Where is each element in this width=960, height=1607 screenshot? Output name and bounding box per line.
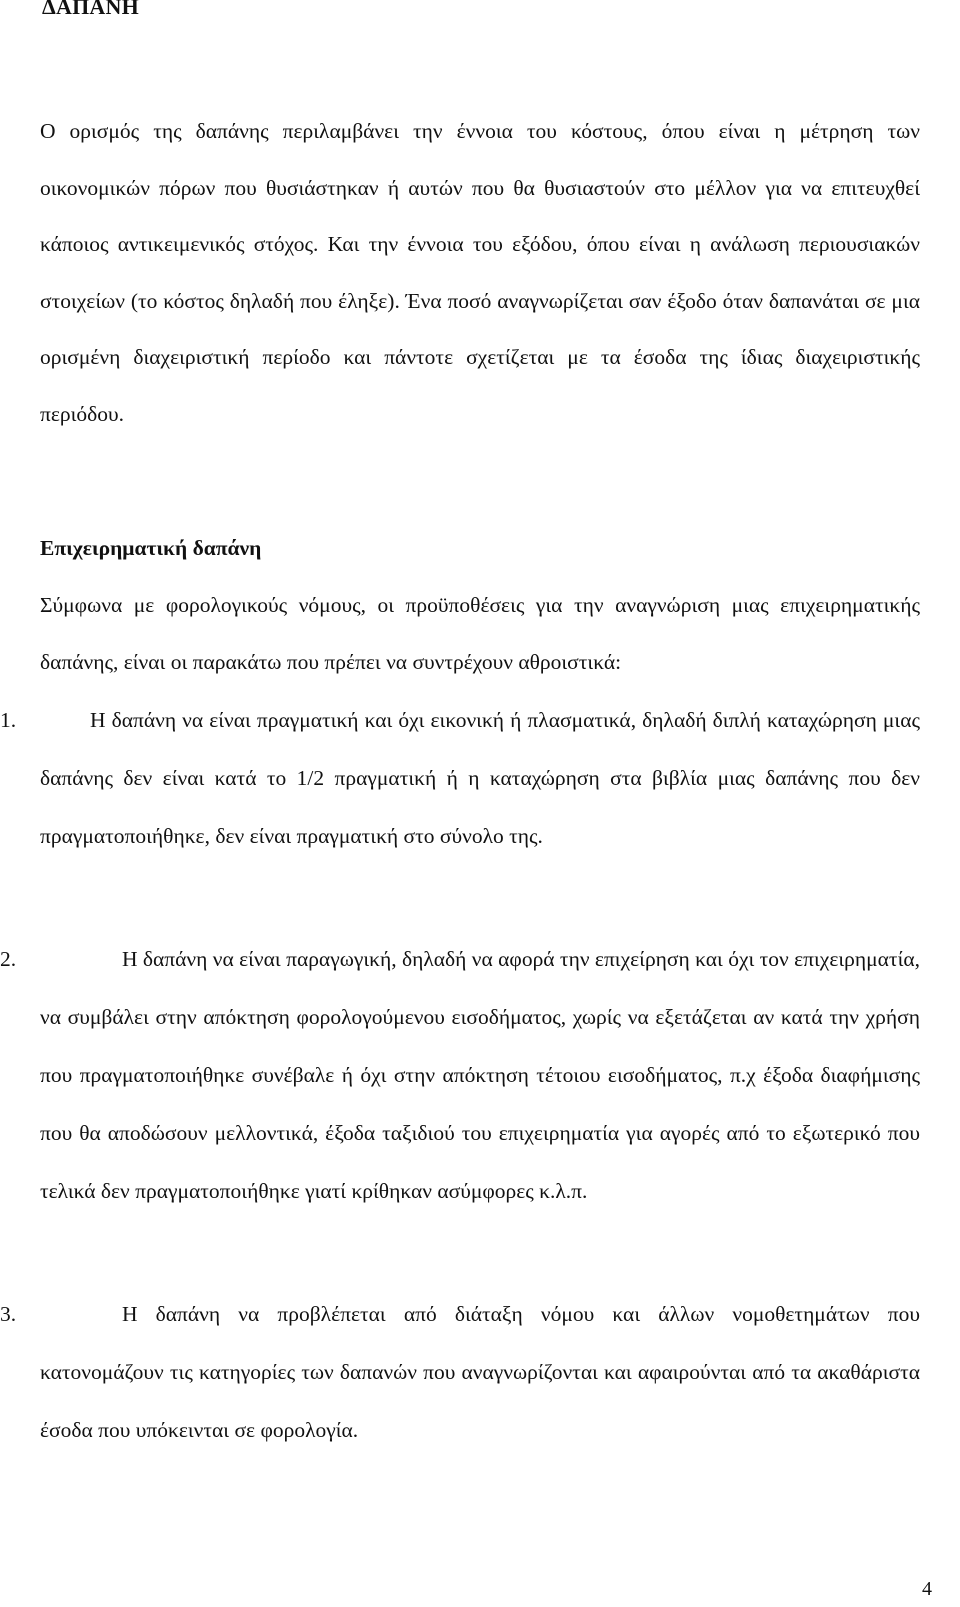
list-number: 3. (0, 1302, 17, 1326)
document-title: ΔΑΠΑΝΗ (42, 0, 139, 19)
list-number: 1. (0, 708, 17, 732)
list-item (0, 930, 920, 1220)
intro-paragraph: Ο ορισμός της δαπάνης περιλαμβάνει την έννοια του κόστους, όπου είναι η μέτρηση των οικονομικών πόρων που θυσιάστηκαν ή αυτών που θα θυσιαστούν στο μέλλον για να επιτευχθεί κάποιος αντικειμενικός στόχος. Και την έννοια του εξόδου, όπου είναι η ανάλωση περιουσιακών στοιχείων (το κόστος δηλαδή που έληξε). Ένα ποσό αναγνωρίζεται σαν έξοδο όταν δαπανάται σε μια ορισμένη διαχειριστική περίοδο και πάντοτε σχετίζεται με τα έσοδα της ίδιας διαχειριστικής περιόδου. (40, 119, 920, 426)
compliance-paragraph: Σύμφωνα με φορολογικούς νόμους, οι προϋποθέσεις για την αναγνώριση μιας επιχειρηματικής δαπάνης, είναι οι παρακάτω που πρέπει να συντρέχουν αθροιστικά: (40, 593, 920, 674)
list-text: Η δαπάνη να είναι παραγωγική, δηλαδή να αφορά την επιχείρηση και όχι τον επιχειρηματία, να συμβάλει στην απόκτηση φορολογούμενου εισοδήματος, χωρίς να εξετάζεται αν κατά την χρήση που πραγματοποιήθηκε συνέβαλε ή όχι στην απόκτηση τέτοιου εισοδήματος, π.χ έξοδα διαφήμισης που θα αποδώσουν μελλοντικά, έξοδα ταξιδιού του επιχειρηματία για αγορές από το εξωτερικό που τελικά δεν πραγματοποιήθηκε γιατί κρίθηκαν ασύμφορες κ.λ.π. (40, 947, 920, 1203)
page-number: 4 (922, 1578, 932, 1600)
list-item (0, 1285, 920, 1459)
list-item (0, 691, 920, 865)
list-text: Η δαπάνη να προβλέπεται από διάταξη νόμου και άλλων νομοθετημάτων που κατονομάζουν τις κατηγορίες των δαπανών που αναγνωρίζονται και αφαιρούνται από τα ακαθάριστα έσοδα που υπόκεινται σε φορολογία. (40, 1302, 920, 1442)
list-number: 2. (0, 947, 17, 971)
section-heading: Επιχειρηματική δαπάνη (40, 536, 262, 560)
list-text: Η δαπάνη να είναι πραγματική και όχι εικονική ή πλασματικά, δηλαδή διπλή καταχώρηση μιας δαπάνης δεν είναι κατά το 1/2 πραγματική ή η καταχώρηση στα βιβλία μιας δαπάνης που δεν πραγματοποιήθηκε, δεν είναι πραγματική στο σύνολο της. (40, 708, 920, 848)
